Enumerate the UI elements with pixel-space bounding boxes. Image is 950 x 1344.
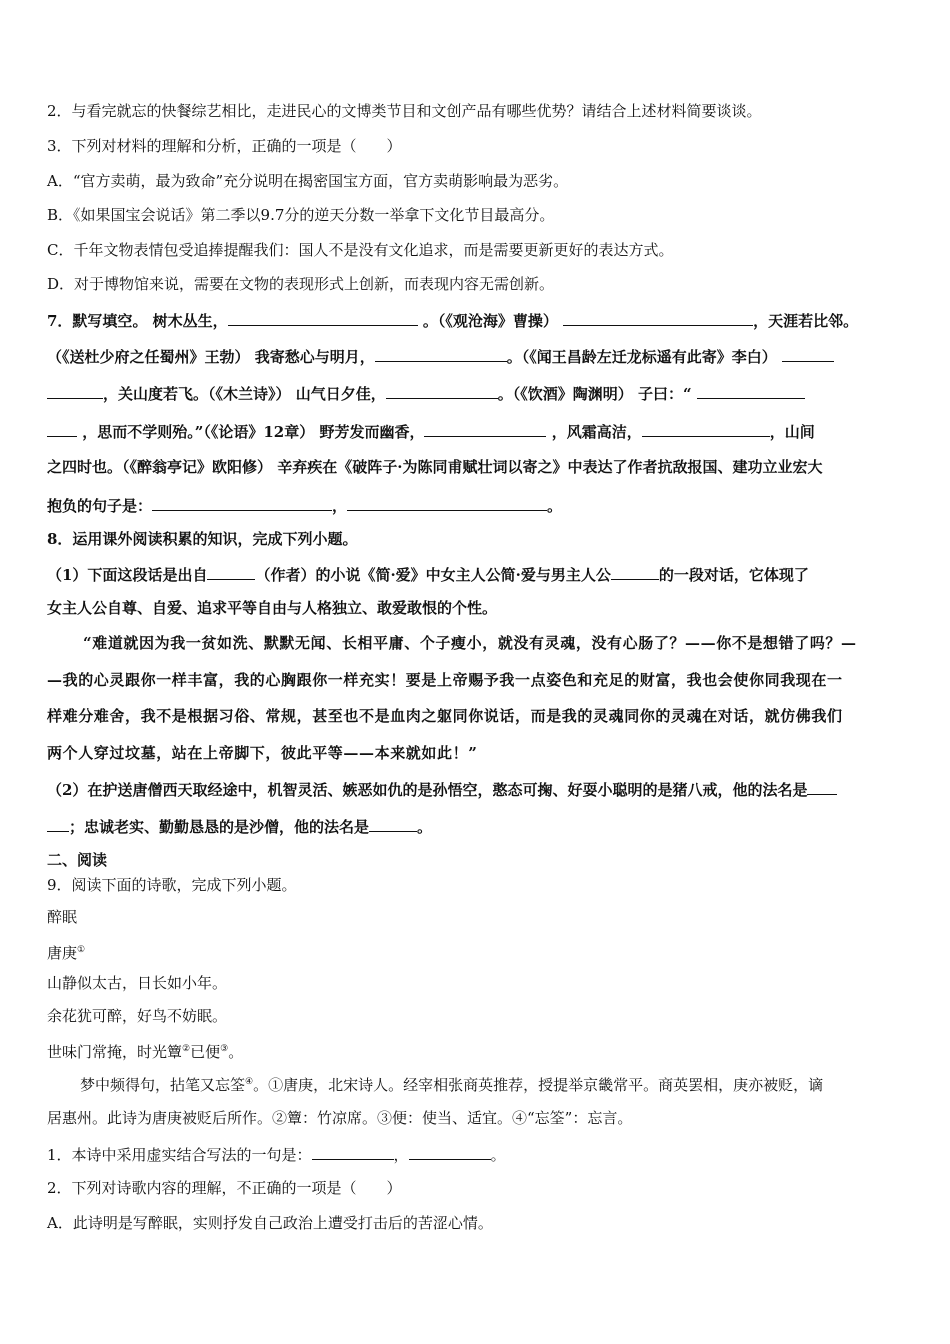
poem-text: 梦中频得句，拈笔又忘筌: [80, 1076, 246, 1094]
sub-question-1: [47, 1143, 506, 1165]
q7-text: ，天涯若比邻。: [753, 312, 859, 330]
blank: [207, 563, 255, 580]
poem-line-3: [47, 1039, 243, 1062]
poem-line-1: 山静似太古，日长如小年。: [47, 974, 228, 992]
footnote-mark: ④: [245, 1077, 254, 1087]
q8-text: （作者）的小说《简·爱》中女主人公简·爱与男主人公: [255, 566, 611, 584]
poem-text: 已便: [190, 1043, 221, 1061]
q8-text: （1）下面这段话是出自: [47, 566, 208, 584]
q9-text: ，: [393, 1146, 409, 1164]
footnote-mark: ②: [182, 1044, 191, 1054]
q7-text: ，关山度若飞。（《木兰诗》） 山气日夕佳，: [103, 385, 386, 403]
blank: [409, 1143, 491, 1160]
q8-text: 的一段对话，它体现了: [658, 566, 809, 584]
q8-text: 。: [417, 818, 433, 836]
q9-text: 1．本诗中采用虚实结合写法的一句是：: [47, 1146, 312, 1164]
quote-line-3: 样难分难舍，我不是根据习俗、常规，甚至也不是血肉之躯同你说话，而是我的灵魂同你的灵魂在对话，就仿佛我们: [47, 707, 843, 725]
question-8-part-2: [47, 778, 837, 800]
q7-text: 。（《观沧海》曹操）: [422, 312, 558, 330]
blank: [47, 382, 103, 399]
sub-question-2: 2．下列对诗歌内容的理解，不正确的一项是（ ）: [47, 1179, 402, 1197]
q7-text: 抱负的句子是：: [47, 497, 153, 515]
blank: [47, 420, 77, 437]
blank: [369, 815, 417, 832]
question-8-part-2-cont: [47, 815, 432, 837]
quote-line-2: —我的心灵跟你一样丰富，我的心胸跟你一样充实！要是上帝赐予我一点姿色和充足的财富，我也会使你同我现在一: [47, 671, 843, 689]
q9-text: 。: [490, 1146, 506, 1164]
option-c: C．千年文物表情包受追捧提醒我们：国人不是没有文化追求，而是需要更新更好的表达方式。: [47, 241, 674, 259]
blank: [228, 309, 418, 326]
footnote-mark: ③: [220, 1044, 229, 1054]
sub-option-a: A．此诗明是写醉眠，实则抒发自己政治上遭受打击后的苦涩心情。: [47, 1214, 493, 1232]
question-8-stem: 8．运用课外阅读积累的知识，完成下列小题。: [47, 530, 358, 548]
poem-author: [47, 940, 85, 963]
poem-title: 醉眠: [47, 908, 78, 926]
q7-text: 7．默写填空。 树木丛生，: [47, 312, 228, 330]
footnote-mark: ①: [77, 945, 86, 955]
question-7-line-4: [47, 420, 815, 442]
q7-text: 。: [547, 497, 563, 515]
question-7-line-3: [47, 382, 805, 404]
option-d: D．对于博物馆来说，需要在文物的表现形式上创新，而表现内容无需创新。: [47, 275, 555, 293]
poem-line-2: 余花犹可醉，好鸟不妨眠。: [47, 1007, 228, 1025]
blank: [386, 382, 498, 399]
section-heading: 二、阅读: [47, 851, 108, 869]
poem-text: 。: [228, 1043, 244, 1061]
author-name: 唐庚: [47, 944, 78, 962]
q8-text: （2）在护送唐僧西天取经途中，机智灵活、嫉恶如仇的是孙悟空，憨态可掬、好耍小聪明的是猪八戒，他的法名是: [47, 781, 808, 799]
blank: [782, 345, 834, 362]
question-8-part-1-cont: 女主人公自尊、自爱、追求平等自由与人格独立、敢爱敢恨的个性。: [47, 599, 498, 617]
option-b: B．《如果国宝会说话》第二季以9.7分的逆天分数一举拿下文化节目最高分。: [47, 206, 555, 224]
blank: [424, 420, 546, 437]
poem-text: 世味门常掩，时光簟: [47, 1043, 183, 1061]
blank: [152, 494, 332, 511]
q7-text: ，风霜高洁，: [551, 423, 642, 441]
question-2: 2．与看完就忘的快餐综艺相比，走进民心的文博类节目和文创产品有哪些优势？请结合上述材料简要谈谈。: [47, 102, 762, 120]
q7-text: ，: [332, 497, 348, 515]
blank: [47, 815, 69, 832]
question-7-line-2: [47, 345, 834, 367]
question-9-stem: 9．阅读下面的诗歌，完成下列小题。: [47, 876, 297, 894]
notes-text: 。①唐庚，北宋诗人。经宰相张商英推荐，授提举京畿常平。商英罢相，庚亦被贬，谪: [253, 1076, 824, 1094]
option-a: A．“官方卖萌，最为致命”充分说明在揭密国宝方面，官方卖萌影响最为恶劣。: [47, 172, 569, 190]
q8-text: ；忠诚老实、勤勤恳恳的是沙僧，他的法名是: [69, 818, 370, 836]
quote-line-4: 两个人穿过坟墓，站在上帝脚下，彼此平等——本来就如此！”: [47, 744, 478, 762]
blank: [312, 1143, 394, 1160]
blank: [697, 382, 805, 399]
quote-line-1: “难道就因为我一贫如洗、默默无闻、长相平庸、个子瘦小，就没有灵魂，没有心肠了？——你不是想错了吗？—: [83, 634, 857, 652]
q7-text: ，思而不学则殆。”（《论语》12章） 野芳发而幽香，: [82, 423, 425, 441]
poem-notes: 居惠州。此诗为唐庚被贬后所作。②簟：竹凉席。③便：使当、适宜。④“忘筌”：忘言。: [47, 1109, 633, 1127]
blank: [563, 309, 753, 326]
question-3-stem: 3．下列对材料的理解和分析，正确的一项是（ ）: [47, 137, 402, 155]
poem-line-4: [80, 1072, 823, 1095]
q7-text: ，山间: [769, 423, 815, 441]
blank: [642, 420, 770, 437]
question-8-part-1: [47, 563, 809, 585]
q7-text: （《送杜少府之任蜀州》王勃） 我寄愁心与明月，: [47, 348, 375, 366]
blank: [347, 494, 547, 511]
blank: [807, 778, 837, 795]
q7-text: 。（《闻王昌龄左迁龙标遥有此寄》李白）: [506, 348, 777, 366]
question-7-line-1: [47, 309, 858, 331]
blank: [375, 345, 507, 362]
question-7-line-6: [47, 494, 562, 516]
question-7-line-5: 之四时也。（《醉翁亭记》欧阳修） 辛弃疾在《破阵子·为陈同甫赋壮词以寄之》中表达了作者抗敌报国、建功立业宏大: [47, 458, 823, 476]
q7-text: 。（《饮酒》陶渊明） 子曰：“: [497, 385, 692, 403]
blank: [611, 563, 659, 580]
